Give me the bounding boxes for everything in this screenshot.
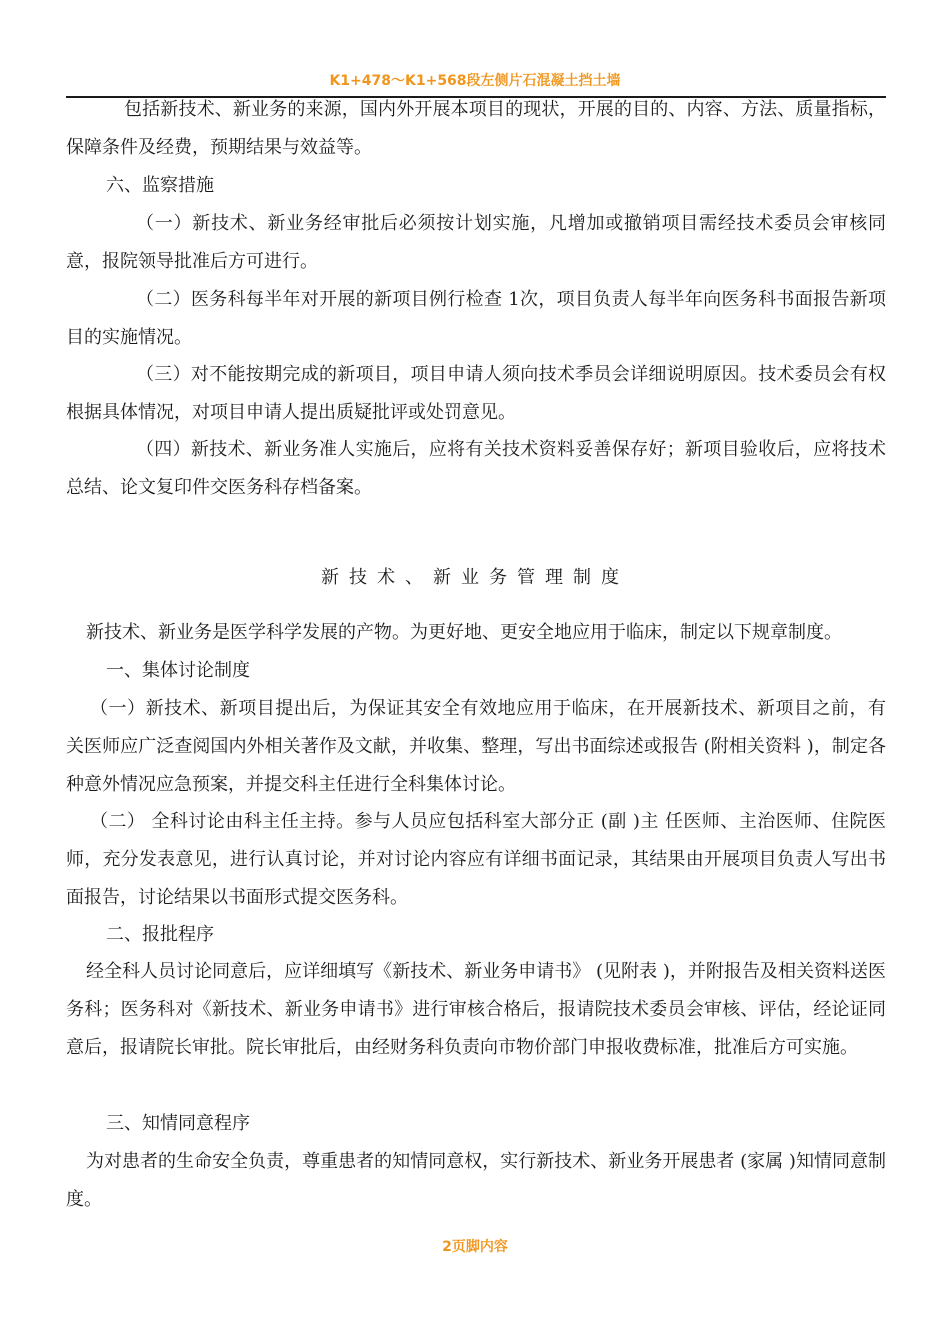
discussion-item-1: （一）新技术、新项目提出后，为保证其安全有效地应用于临床，在开展新技术、新项目之前，有 关医师应广泛查阅国内外相关著作及文献，并收集、整理，写出书面综述或报告 (附相关资料 )，制定各种意外情况应急预案，并提交科主任进行全科集体讨论。 [66,698,886,795]
measure-2: （二）医务科每半年对开展的新项目例行检查 1次，项目负责人每半年向医务科书面报告新项目的实施情况。 [66,289,886,348]
heading-discussion: 一、集体讨论制度 [106,660,250,681]
intro-paragraph: 新技术、新业务是医学科学发展的产物。为更好地、更安全地应用于临床，制定以下规章制度。 [86,622,842,643]
measure-3: （三）对不能按期完成的新项目，项目申请人须向技术季员会详细说明原因。技术委员会有权根据具体情况，对项目申请人提出质疑批评或处罚意见。 [66,364,886,423]
approval-paragraph: 经全科人员讨论同意后，应详细填写《新技术、新业务申请书》 (见附表 )，并附报告及相关资料送医务科；医务科对《新技术、新业务申请书》进行审核合格后，报请院技术委员会审核、评估，经论证同意后，报请院长审批。院长审批后，由经财务科负责向市物价部门申报收费标准，批准后方可实施。 [66,961,886,1058]
paragraph-scope: 包括新技术、新业务的来源，国内外开展本项目的现状，开展的目的、内容、方法、质量指标，保障条件及经费，预期结果与效益等。 [66,99,886,158]
consent-paragraph: 为对患者的生命安全负责，尊重患者的知情同意权，实行新技术、新业务开展患者 (家属 )知情同意制度。 [66,1151,886,1210]
heading-approval: 二、报批程序 [106,924,214,945]
heading-consent: 三、知情同意程序 [106,1113,250,1134]
measure-1: （一）新技术、新业务经审批后必须按计划实施，凡增加或撤销项目需经技术委员会审核同意，报院领导批准后方可进行。 [66,213,886,272]
measure-4: （四）新技术、新业务准人实施后，应将有关技术资料妥善保存好；新项目验收后，应将技术总结、论文复印件交医务科存档备案。 [66,439,886,498]
heading-supervision: 六、监察措施 [106,175,214,196]
section-title: 新技术、新业务管理制度 [321,567,629,588]
page-header: K1+478～K1+568段左侧片石混凝土挡土墙 [329,73,621,89]
discussion-item-2: （二） 全科讨论由科主任主持。参与人员应包括科室大部分正 (副 )主 任医师、主治医师、住院医师，充分发表意见，进行认真讨论，并对讨论内容应有详细书面记录，其结果由开展项目负责人写出书面报告，讨论结果以书面形式提交医务科。 [66,811,886,908]
page-footer: 2页脚内容 [442,1239,508,1255]
